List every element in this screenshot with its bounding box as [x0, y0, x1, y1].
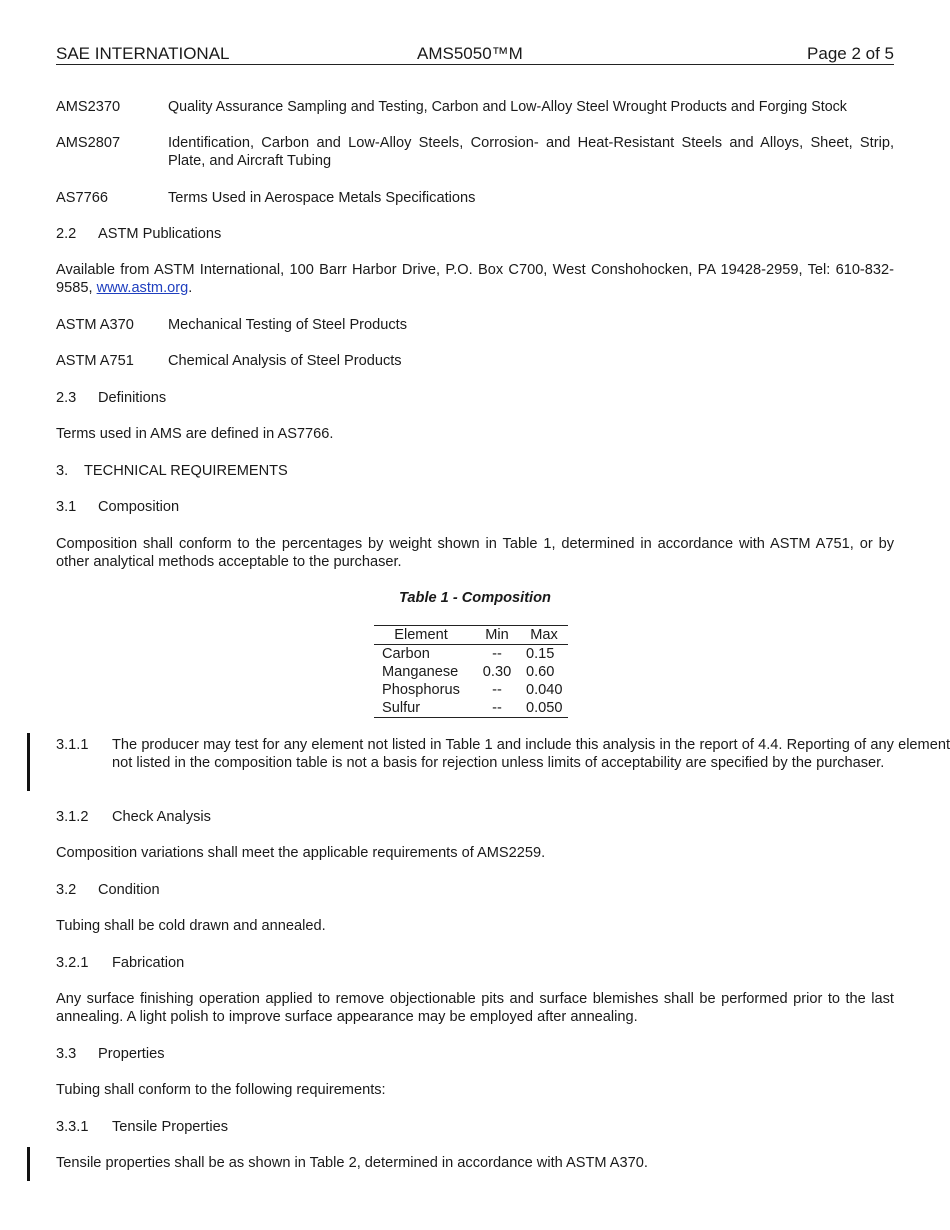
section-3-1-heading [56, 498, 894, 516]
section-text: The producer may test for any element not listed in Table 1 and include this analysis in the report of 4.4. Reporting of any element not listed in the composition table is not a basis for rejection unless limits of acceptability are specified by the purchaser. [112, 737, 950, 771]
fabrication-paragraph: Any surface finishing operation applied to remove objectionable pits and surface blemishes shall be performed prior to the last annealing. A light polish to improve surface appearance may be employed after annealing. [56, 991, 894, 1025]
page-header [56, 44, 894, 65]
element-cell: Manganese [382, 664, 459, 680]
condition-text: Tubing shall be cold drawn and annealed. [56, 918, 326, 934]
section-title: TECHNICAL REQUIREMENTS [84, 463, 288, 479]
reference-title: Chemical Analysis of Steel Products [168, 353, 402, 369]
max-cell: 0.15 [526, 646, 555, 662]
section-3-heading [56, 462, 894, 480]
section-3-3-heading [56, 1045, 894, 1063]
astm-website-link[interactable]: www.astm.org [96, 280, 189, 296]
section-number: 3.1.1 [56, 737, 89, 753]
section-title: Check Analysis [112, 809, 211, 825]
section-2-3-heading [56, 389, 894, 407]
section-3-3-1-heading [56, 1118, 894, 1136]
tensile-properties-text: Tensile properties shall be as shown in Table 2, determined in accordance with ASTM A370. [56, 1155, 648, 1171]
section-number: 3.1.2 [56, 809, 89, 825]
header-doc-id: AMS5050™M [417, 44, 523, 63]
element-cell: Carbon [382, 646, 430, 662]
min-cell: 0.30 [482, 664, 512, 680]
properties-text: Tubing shall conform to the following requirements: [56, 1082, 386, 1098]
reference-ams2370 [56, 98, 894, 116]
element-cell: Phosphorus [382, 682, 460, 698]
reference-title: Terms Used in Aerospace Metals Specifications [168, 190, 476, 206]
reference-astm-a370 [56, 316, 894, 334]
reference-code: ASTM A751 [56, 353, 134, 369]
section-2-2-heading [56, 225, 894, 243]
document-page [56, 0, 950, 1230]
column-header-max: Max [520, 626, 568, 645]
reference-astm-a751 [56, 352, 894, 370]
element-cell: Sulfur [374, 699, 474, 718]
section-3-2-heading [56, 881, 894, 899]
section-number: 3.3.1 [56, 1119, 89, 1135]
astm-availability-paragraph [56, 261, 894, 297]
section-title: Condition [98, 882, 160, 898]
max-cell: 0.60 [526, 664, 555, 680]
table-row [374, 645, 568, 664]
reference-title: Mechanical Testing of Steel Products [168, 317, 408, 333]
section-title: Tensile Properties [112, 1119, 228, 1135]
min-cell: -- [492, 646, 502, 662]
reference-title: Quality Assurance Sampling and Testing, Carbon and Low-Alloy Steel Wrought Products and Forging Stock [168, 99, 847, 115]
column-header-min: Min [474, 626, 520, 645]
section-number: 3.2 [56, 882, 77, 898]
table-header-row [374, 626, 568, 645]
revision-change-bar [27, 1147, 30, 1181]
astm-address-text: Available from ASTM International, 100 Barr Harbor Drive, P.O. Box C700, West Conshohocken, PA 19428-2959, Tel: 610-832-9585, [56, 262, 894, 296]
section-number: 3. [56, 463, 69, 479]
header-org: SAE INTERNATIONAL [56, 44, 230, 63]
reference-as7766 [56, 189, 894, 207]
reference-title: Identification, Carbon and Low-Alloy Steels, Corrosion- and Heat-Resistant Steels and Alloys, Sheet, Strip, Plate, and Aircraft Tubing [168, 135, 894, 169]
section-number: 3.1 [56, 499, 77, 515]
section-title: Definitions [98, 390, 167, 406]
reference-ams2807 [56, 134, 894, 170]
reference-code: AMS2807 [56, 135, 121, 151]
check-analysis-text: Composition variations shall meet the applicable requirements of AMS2259. [56, 845, 546, 861]
table-row [374, 681, 568, 699]
section-3-2-1-heading [56, 954, 894, 972]
section-3-1-1-paragraph [56, 736, 950, 772]
section-title: Properties [98, 1046, 165, 1062]
max-cell: 0.050 [520, 699, 568, 718]
table-row [374, 699, 568, 718]
table-1-caption: Table 1 - Composition [399, 590, 551, 606]
min-cell: -- [474, 699, 520, 718]
composition-paragraph: Composition shall conform to the percentages by weight shown in Table 1, determined in accordance with ASTM A751, or by other analytical methods acceptable to the purchaser. [56, 536, 894, 570]
header-page-number: Page 2 of 5 [807, 44, 894, 63]
section-title: Fabrication [112, 955, 185, 971]
max-cell: 0.040 [526, 682, 563, 698]
definitions-text: Terms used in AMS are defined in AS7766. [56, 426, 334, 442]
section-title: Composition [98, 499, 180, 515]
min-cell: -- [492, 682, 502, 698]
column-header-element: Element [374, 626, 474, 645]
section-number: 3.3 [56, 1046, 77, 1062]
revision-change-bar [27, 733, 30, 791]
section-number: 2.2 [56, 226, 77, 242]
section-title: ASTM Publications [98, 226, 222, 242]
composition-table [374, 625, 568, 718]
reference-code: AS7766 [56, 190, 108, 206]
reference-code: AMS2370 [56, 99, 121, 115]
table-row [374, 663, 568, 681]
link-suffix: . [188, 280, 193, 296]
section-number: 2.3 [56, 390, 77, 406]
section-3-1-2-heading [56, 808, 894, 826]
reference-code: ASTM A370 [56, 317, 134, 333]
section-number: 3.2.1 [56, 955, 89, 971]
